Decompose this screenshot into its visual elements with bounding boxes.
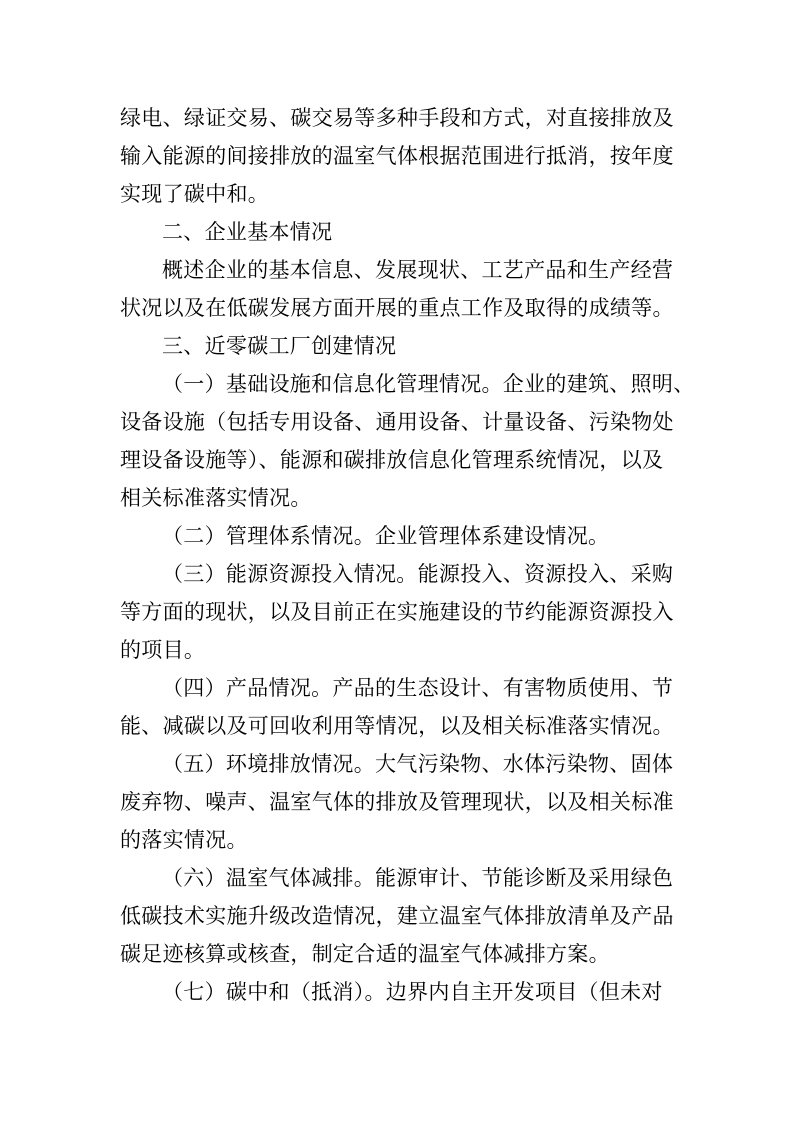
text-line: 废弃物、噪声、温室气体的排放及管理现状，以及相关标准 xyxy=(120,790,674,814)
text-line: 的项目。 xyxy=(120,638,206,662)
text-line: 的落实情况。 xyxy=(120,828,248,852)
text-line: 绿电、绿证交易、碳交易等多种手段和方式，对直接排放及 xyxy=(120,106,674,130)
text-line: 相关标准落实情况。 xyxy=(120,486,312,510)
text-line: 能、减碳以及可回收利用等情况，以及相关标准落实情况。 xyxy=(120,714,674,738)
text-line: 理设备设施等）、能源和碳排放信息化管理系统情况，以及 xyxy=(120,448,664,472)
text-line: 设备设施（包括专用设备、通用设备、计量设备、污染物处 xyxy=(120,410,674,434)
text-line: 输入能源的间接排放的温室气体根据范围进行抵消，按年度 xyxy=(120,144,674,168)
section-heading: 二、企业基本情况 xyxy=(162,220,333,244)
text-line: 低碳技术实施升级改造情况，建立温室气体排放清单及产品 xyxy=(120,904,674,928)
text-line: 等方面的现状，以及目前正在实施建设的节约能源资源投入 xyxy=(120,600,674,624)
text-line: （六）温室气体减排。能源审计、节能诊断及采用绿色 xyxy=(162,866,674,890)
text-line: 状况以及在低碳发展方面开展的重点工作及取得的成绩等。 xyxy=(120,296,674,320)
text-line: 碳足迹核算或核查，制定合适的温室气体减排方案。 xyxy=(120,942,610,966)
text-line: （七）碳中和（抵消）。边界内自主开发项目（但未对 xyxy=(162,980,663,1004)
text-line: （四）产品情况。产品的生态设计、有害物质使用、节 xyxy=(162,676,674,700)
text-line: （三）能源资源投入情况。能源投入、资源投入、采购 xyxy=(162,562,674,586)
text-line: 概述企业的基本信息、发展现状、工艺产品和生产经营 xyxy=(162,258,674,282)
text-line: （二）管理体系情况。企业管理体系建设情况。 xyxy=(162,524,610,548)
section-heading: 三、近零碳工厂创建情况 xyxy=(162,334,397,358)
text-line: （五）环境排放情况。大气污染物、水体污染物、固体 xyxy=(162,752,674,776)
text-line: （一）基础设施和信息化管理情况。企业的建筑、照明、 xyxy=(162,372,695,396)
text-line: 实现了碳中和。 xyxy=(120,182,270,206)
